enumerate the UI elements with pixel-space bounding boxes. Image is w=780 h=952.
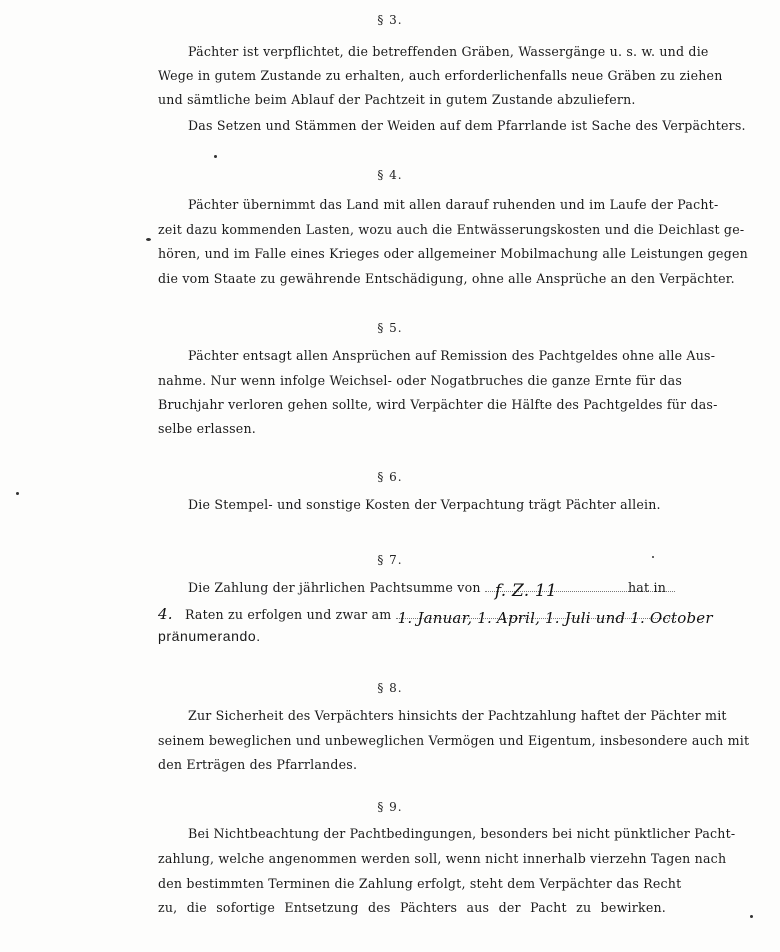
section-9-line-2: zahlung, welche angenommen werden soll, wenn nicht innerhalb vierzehn Tagen nach (158, 851, 727, 866)
section-9-line-3: den bestimmten Terminen die Zahlung erfolgt, steht dem Verpächter das Recht (158, 876, 682, 891)
section-7-line-1 (188, 580, 667, 601)
section-5-line-4: selbe erlassen. (158, 421, 256, 436)
section-4-line-1: Pächter übernimmt das Land mit allen darauf ruhenden und im Laufe der Pacht- (188, 197, 719, 212)
section-3-line-3: und sämtliche beim Ablauf der Pachtzeit in gutem Zustande abzuliefern. (158, 92, 636, 107)
handwritten-amount: f. Z. 11 (494, 581, 557, 601)
section-3-line-2: Wege in gutem Zustande zu erhalten, auch erforderlichenfalls neue Gräben zu ziehen (158, 68, 723, 83)
scan-speck (146, 238, 151, 241)
section-5-line-3: Bruchjahr verloren gehen sollte, wird Verpächter die Hälfte des Pachtgeldes für das- (158, 397, 718, 412)
handwritten-payment-dates: 1. Januar, 1. April, 1. Juli und 1. October (397, 609, 713, 627)
section-6-line-1: Die Stempel- und sonstige Kosten der Verpachtung trägt Pächter allein. (188, 497, 661, 512)
section-7-line-1-end: hat in (628, 580, 667, 595)
section-7-heading: § 7. (377, 553, 403, 567)
section-3-line-4: Das Setzen und Stämmen der Weiden auf dem Pfarrlande ist Sache des Verpächters. (188, 118, 746, 133)
section-4-line-4: die vom Staate zu gewährende Entschädigung, ohne alle Ansprüche an den Verpächter. (158, 271, 735, 286)
scan-speck (16, 492, 19, 495)
section-8-line-1: Zur Sicherheit des Verpächters hinsichts der Pachtzahlung haftet der Pächter mit (188, 708, 727, 723)
section-8-heading: § 8. (377, 681, 403, 695)
section-3-heading: § 3. (377, 13, 403, 27)
section-7-line-3: pränumerando. (158, 628, 261, 644)
section-3-line-1: Pächter ist verpflichtet, die betreffenden Gräben, Wassergänge u. s. w. und die (188, 44, 709, 59)
section-9-heading: § 9. (377, 800, 403, 814)
dates-fill-line (396, 609, 713, 627)
section-9-line-1: Bei Nichtbeachtung der Pachtbedingungen, besonders bei nicht pünktlicher Pacht- (188, 826, 736, 841)
section-5-line-2: nahme. Nur wenn infolge Weichsel- oder Nogatbruches die ganze Ernte für das (158, 373, 683, 388)
scan-speck (652, 556, 654, 558)
section-4-line-3: hören, und im Falle eines Krieges oder allgemeiner Mobilmachung alle Leistungen gegen (158, 246, 748, 261)
section-7-line-1-text: Die Zahlung der jährlichen Pachtsumme von (188, 580, 481, 595)
scan-speck (750, 915, 753, 918)
section-9-line-4: zu, die sofortige Entsetzung des Pächters aus der Pacht zu bewirken. (158, 900, 666, 915)
section-5-heading: § 5. (377, 321, 403, 335)
scan-speck (214, 155, 217, 158)
section-4-line-2: zeit dazu kommenden Lasten, wozu auch die Entwässerungskosten und die Deichlast ge- (158, 222, 745, 237)
section-4-heading: § 4. (377, 168, 403, 182)
section-8-line-3: den Erträgen des Pfarrlandes. (158, 757, 358, 772)
section-5-line-1: Pächter entsagt allen Ansprüchen auf Remission des Pachtgeldes ohne alle Aus- (188, 348, 716, 363)
section-7-line-2 (158, 605, 713, 627)
section-6-heading: § 6. (377, 470, 403, 484)
handwritten-rate-count: 4. (158, 605, 173, 623)
section-8-line-2: seinem beweglichen und unbeweglichen Vermögen und Eigentum, insbesondere auch mit (158, 733, 750, 748)
section-7-line-2-text: Raten zu erfolgen und zwar am (184, 607, 392, 622)
